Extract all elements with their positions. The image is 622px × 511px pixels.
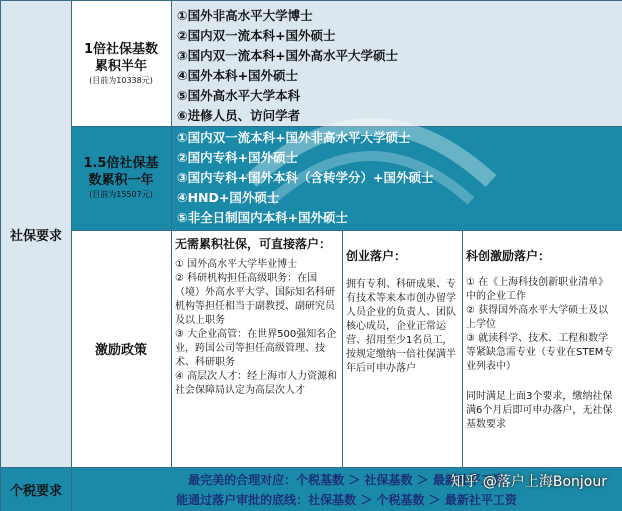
zhihu-watermark: 知乎 @落户上海Bonjour: [450, 474, 607, 490]
incentive-col1: [171, 230, 342, 467]
tier1-label-cell: [71, 1, 171, 126]
tier1-option-2: ②国内双一流本科+国外硕士: [177, 28, 336, 43]
incentive-col3-line1: ① 在《上海科技创新职业清单》中的企业工作: [466, 277, 609, 302]
tax-label: 个税要求: [9, 483, 62, 499]
incentive-col1-line1: ① 国外高水平大学毕业博士: [175, 259, 298, 270]
tax-rule-line2: 能通过落户审批的底线：社保基数 ＞ 个税基数 ＞ 最新社平工资: [176, 493, 517, 507]
tier1-title-line1: 1倍社保基数: [83, 41, 159, 57]
tier2-option-2: ②国内专科+国外硕士: [177, 150, 299, 165]
incentive-label-cell: [71, 230, 171, 467]
incentive-col2-heading: 创业落户：: [346, 249, 407, 263]
tier1-note: (目前为10338元): [89, 75, 153, 85]
tier2-title-line1: 1.5倍社保基: [83, 156, 159, 171]
incentive-col1-heading: 无需累积社保，可直接落户：: [175, 237, 332, 251]
incentive-col3-line2: ② 获得国外高水平大学硕士及以上学位: [466, 305, 609, 330]
tax-rule-line1: 最完美的合理对应：个税基数 ＞ 社保基数 ＞ 最新社平工资: [188, 473, 505, 487]
incentive-col3-heading: 科创激励落户：: [466, 249, 551, 263]
tier1-option-3: ③国内双一流本科+国外高水平大学硕士: [177, 48, 399, 63]
incentive-col1-line4: ④ 高层次人才：经上海市人力资源和社会保障局认定为高层次人才: [175, 371, 338, 396]
tier2-option-3: ③国内专科+国外本科（含转学分）+国外硕士: [177, 170, 434, 185]
tier2-option-5: ⑤非全日制国内本科+国外硕士: [177, 210, 349, 225]
tier2-title-line2: 数累积一年: [88, 173, 154, 188]
tier1-option-1: ①国外非高水平大学博士: [177, 8, 313, 23]
incentive-col2: [342, 230, 462, 467]
tax-label-cell: [1, 467, 71, 511]
incentive-col3: [462, 230, 622, 467]
incentive-col1-line3: ③ 大企业高管：在世界500强知名企业，跨国公司等担任高级管理、技术、科研职务: [175, 329, 337, 368]
tier1-option-5: ⑤国外高水平大学本科: [177, 88, 301, 103]
tier2-option-1: ①国内双一流本科+国外非高水平大学硕士: [177, 130, 411, 145]
tier2-label-cell: [71, 126, 171, 230]
tier2-option-4: ④HND+国外硕士: [177, 190, 280, 205]
tier1-title-line2: 累积半年: [94, 58, 147, 74]
incentive-col2-text: 拥有专利、科研成果、专有技术等来本市创办留学人员企业的负责人、团队核心成员，企业正常运营、招用至少1名员工，按规定缴纳一倍社保满半年后可申办落户: [346, 279, 456, 374]
swoosh-logo: [241, 61, 501, 231]
incentive-col1-line2: ② 科研机构担任高级职务：在国（境）外高水平大学、国际知名科研机构等担任相当于副教授、副研究员及以上职务: [175, 273, 335, 326]
section-label: 社保要求: [9, 228, 62, 244]
section-label-cell: [1, 1, 71, 467]
tier1-option-6: ⑥进修人员、访问学者: [177, 108, 301, 123]
tier2-note: (目前为15507元): [89, 190, 153, 199]
tier1-option-4: ④国外本科+国外硕士: [177, 68, 299, 83]
incentive-col3-line4: 同时满足上面3个要求，缴纳社保满6个月后即可申办落户，无社保基数要求: [466, 391, 613, 430]
incentive-label: 激励政策: [94, 343, 147, 358]
incentive-col3-line3: ③ 就读科学、技术、工程和数学等紧缺急需专业（专业在STEM专业列表中）: [466, 333, 614, 372]
